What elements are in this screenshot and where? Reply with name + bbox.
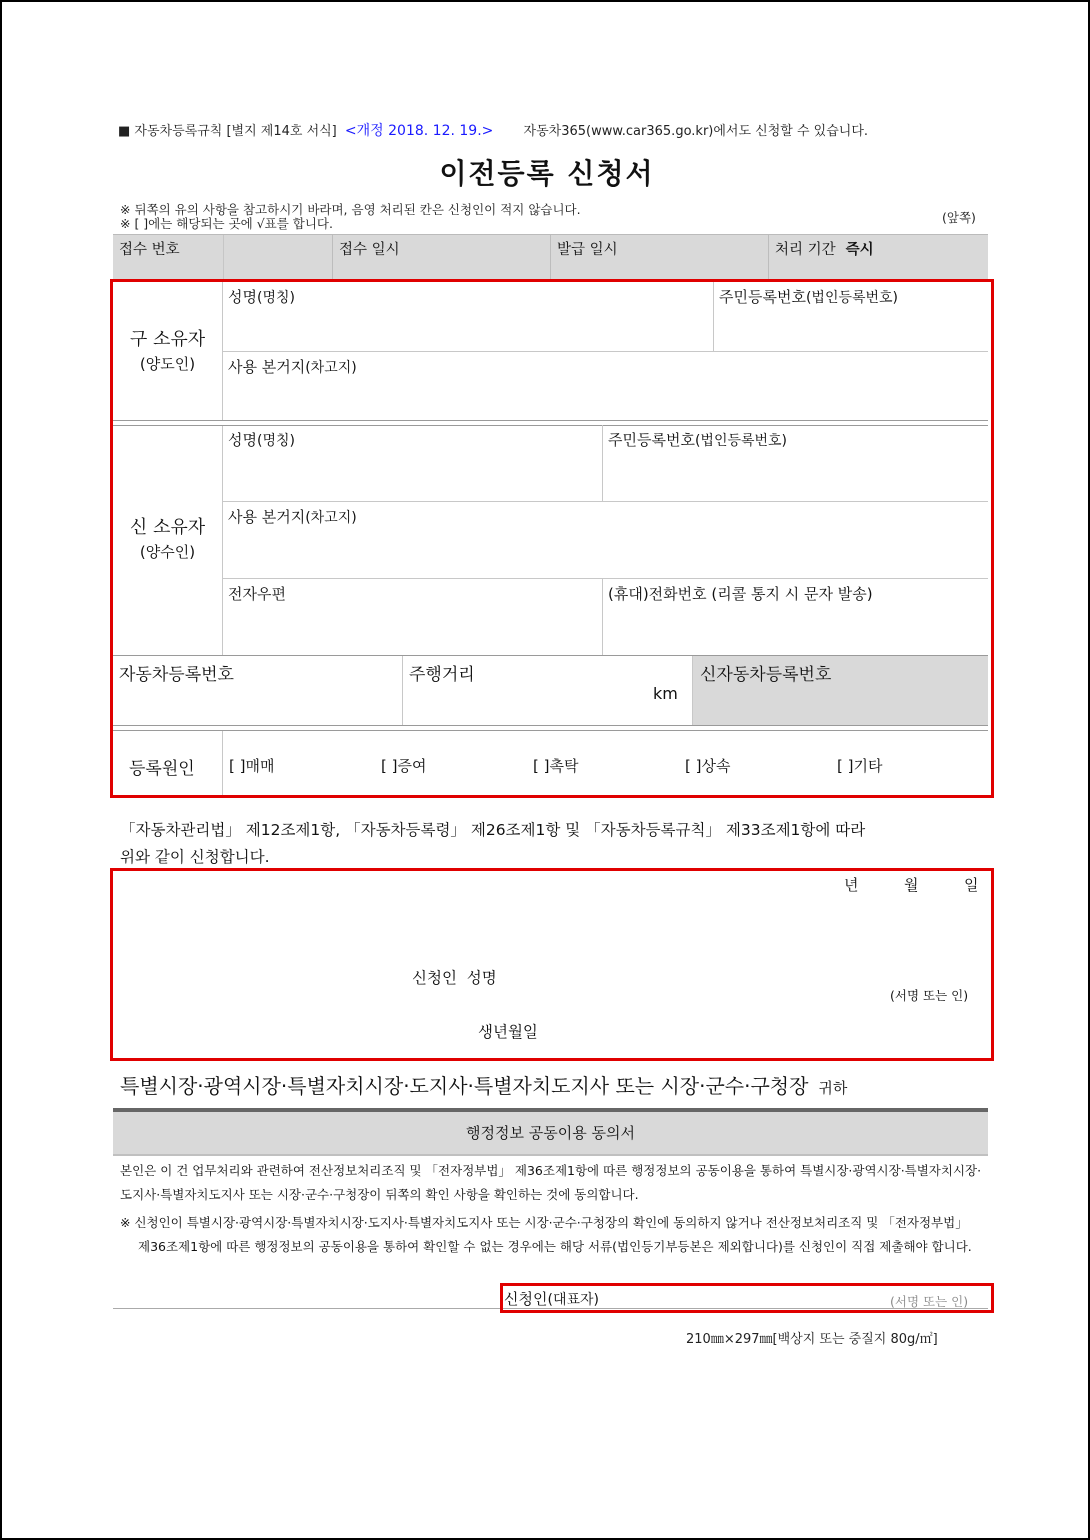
old-owner-name-sub: (명칭): [256, 290, 295, 306]
receipt-number-field[interactable]: [223, 235, 332, 279]
new-vehicle-reg-number-field: [700, 660, 831, 685]
consent-note: ※ 신청인이 특별시장·광역시장·특별자치시장·도지사·특별자치도지사 또는 시장·군수·구청장의 확인에 동의하지 않거나 전산정보처리조직 및 「전자정부법」 제36조제1항에 따른 행정정보의 공동이용을 통하여 확인할 수 없는 경우에는 해당 서류(법인등기부등본은 제외합니다)를 신청인이 직접 제출해야 합니다.: [120, 1215, 972, 1254]
revision-date: <개정 2018. 12. 19.>: [344, 123, 494, 139]
reason-other-label: 기타: [853, 757, 883, 775]
old-owner-address-label: 사용 본거지: [228, 358, 306, 376]
reason-option-other[interactable]: [837, 755, 882, 776]
processing-period-label: 처리 기간: [775, 242, 836, 258]
applicant-name-field[interactable]: 신청인 성명: [412, 969, 497, 987]
reason-sale-label: 매매: [245, 757, 275, 775]
checkbox-sale[interactable]: [ ]: [229, 757, 246, 775]
new-owner-name-sub: (명칭): [256, 433, 295, 449]
consent-signature-note: (서명 또는 인): [890, 1294, 969, 1309]
new-owner-phone-field[interactable]: [608, 583, 873, 604]
checkbox-gift[interactable]: [ ]: [381, 757, 398, 775]
old-owner-address-sub: (차고지): [305, 360, 357, 376]
paper-spec: 210㎜×297㎜[백상지 또는 중질지 80g/㎡]: [686, 1332, 938, 1347]
new-owner-email-label: 전자우편: [228, 585, 286, 603]
consent-signer-sub: (대표자): [547, 1292, 599, 1308]
new-owner-address-label: 사용 본거지: [228, 508, 306, 526]
new-owner-name-label: 성명: [228, 431, 257, 449]
addressee-authorities: 특별시장·광역시장·특별자치시장·도지사·특별자치도지사 또는 시장·군수·구청장: [120, 1074, 809, 1098]
new-owner-title: 신 소유자: [129, 517, 206, 538]
addressee: [120, 1070, 847, 1099]
issue-date-field[interactable]: [550, 235, 768, 279]
applicant-signature-note: (서명 또는 인): [890, 988, 969, 1003]
old-owner-section-label: [113, 328, 222, 376]
office-use-row: [113, 234, 988, 280]
checkbox-commission[interactable]: [ ]: [533, 757, 550, 775]
receipt-date-label: 접수 일시: [339, 242, 400, 258]
receipt-number-label: 접수 번호: [119, 242, 180, 258]
new-owner-email-field[interactable]: [228, 583, 286, 604]
old-owner-address-field[interactable]: [228, 356, 357, 377]
new-owner-subtitle: (양수인): [139, 543, 196, 561]
reason-option-commission[interactable]: [533, 755, 578, 776]
old-owner-name-field[interactable]: [228, 286, 295, 307]
old-owner-title: 구 소유자: [129, 329, 206, 350]
old-owner-name-label: 성명: [228, 288, 257, 306]
checkbox-inheritance[interactable]: [ ]: [685, 757, 702, 775]
issue-date-label: 발급 일시: [557, 242, 618, 258]
reason-option-gift[interactable]: [381, 755, 426, 776]
old-owner-id-sub: (법인등록번호): [805, 290, 899, 306]
mileage-label: 주행거리: [409, 665, 475, 685]
vehicle-reg-number-label: 자동차등록번호: [119, 665, 234, 685]
old-owner-subtitle: (양도인): [139, 355, 196, 373]
reason-gift-label: 증여: [397, 757, 427, 775]
registration-reason-label: 등록원인: [129, 759, 195, 779]
mileage-unit: km: [653, 684, 678, 703]
mileage-field[interactable]: [409, 660, 475, 685]
front-side-label: (앞쪽): [942, 210, 976, 225]
vehicle-reg-number-field[interactable]: [119, 660, 234, 685]
new-owner-phone-label: (휴대)전화번호 (리콜 통지 시 문자 발송): [608, 585, 873, 603]
applicant-birthdate-field[interactable]: 생년월일: [478, 1023, 538, 1041]
new-owner-section-label: [113, 516, 222, 564]
consent-signer-field[interactable]: [504, 1288, 599, 1309]
declaration-line-2: 위와 같이 신청합니다.: [120, 848, 270, 866]
new-owner-id-sub: (법인등록번호): [694, 433, 788, 449]
new-vehicle-reg-number-label: 신자동차등록번호: [700, 665, 832, 685]
old-owner-id-field[interactable]: [719, 286, 898, 307]
declaration-line-1: 「자동차관리법」 제12조제1항, 「자동차등록령」 제26조제1항 및 「자동차등록규칙」 제33조제1항에 따라: [120, 821, 866, 839]
consent-title: 행정정보 공동이용 동의서: [113, 1112, 988, 1156]
online-application-note: 자동차365(www.car365.go.kr)에서도 신청할 수 있습니다.: [523, 124, 869, 139]
reason-commission-label: 촉탁: [549, 757, 579, 775]
receipt-date-field[interactable]: [332, 235, 550, 279]
page-title: 이전등록 신청서: [439, 157, 655, 190]
new-owner-address-field[interactable]: [228, 506, 357, 527]
processing-period: [768, 235, 988, 279]
new-owner-name-field[interactable]: [228, 429, 295, 450]
date-year[interactable]: 년: [844, 876, 859, 894]
consent-signer-label: 신청인: [504, 1290, 548, 1308]
reason-option-inheritance[interactable]: [685, 755, 730, 776]
new-owner-id-field[interactable]: [608, 429, 787, 450]
date-month[interactable]: 월: [904, 876, 919, 894]
signature-highlight-box: [110, 868, 994, 1061]
old-owner-id-label: 주민등록번호: [719, 288, 806, 306]
addressee-suffix: 귀하: [818, 1079, 848, 1097]
new-owner-address-sub: (차고지): [305, 510, 357, 526]
transfer-registration-form: [113, 282, 988, 797]
reason-option-sale[interactable]: [229, 755, 274, 776]
form-reference-line: [118, 120, 868, 140]
form-reference: ■ 자동차등록규칙 [별지 제14호 서식]: [118, 124, 337, 139]
consent-body: 본인은 이 건 업무처리와 관련하여 전산정보처리조직 및 「전자정부법」 제36조제1항에 따른 행정정보의 공동이용을 통하여 특별시장·광역시장·특별자치시장·도지사·특별자치도지사 또는 시장·군수·구청장이 뒤쪽의 확인 사항을 확인하는 것에 동의합니다.: [120, 1163, 982, 1202]
reason-inheritance-label: 상속: [701, 757, 731, 775]
checkbox-other[interactable]: [ ]: [837, 757, 854, 775]
date-day[interactable]: 일: [964, 876, 979, 894]
processing-period-value: 즉시: [845, 242, 874, 258]
instruction-note-2: ※ [ ]에는 해당되는 곳에 √표를 합니다.: [120, 216, 333, 231]
instruction-note-1: ※ 뒤쪽의 유의 사항을 참고하시기 바라며, 음영 처리된 칸은 신청인이 적지 않습니다.: [120, 202, 581, 217]
new-owner-id-label: 주민등록번호: [608, 431, 695, 449]
